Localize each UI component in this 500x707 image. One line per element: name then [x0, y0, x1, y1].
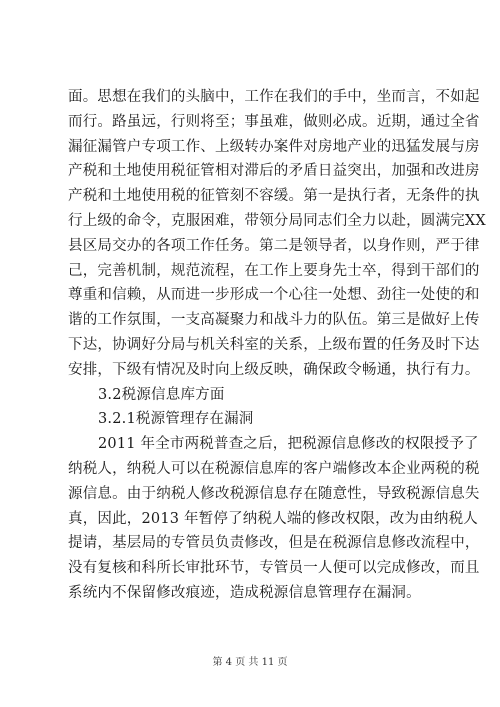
text-line: 2011 年全市两税普查之后，把税源信息修改的权限授予了: [98, 436, 479, 453]
text-line: 系统内不保留修改痕迹，造成税源信息管理存在漏洞。: [68, 584, 421, 601]
text-line: 己，完善机制，规范流程，在工作上要身先士卒，得到干部们的: [68, 262, 480, 279]
text-line: 安排，下级有情况及时向上级反映，确保政令畅通，执行有力。: [68, 361, 480, 378]
text-line: 没有复核和科所长审批环节，专管员一人便可以完成修改，而且: [68, 560, 480, 577]
paragraph-1: [68, 85, 486, 383]
section-heading: 3.2税源信息库方面: [98, 386, 225, 403]
paragraph-2: [68, 432, 480, 606]
text-line: 谐的工作氛围，一支高凝聚力和战斗力的队伍。第三是做好上传: [68, 312, 480, 329]
text-line: 产税和土地使用税的征管刻不容缓。第一是执行者，无条件的执: [68, 188, 480, 205]
text-line: 纳税人，纳税人可以在税源信息库的客户端修改本企业两税的税: [68, 460, 480, 477]
text-line: 而行。路虽远，行则将至；事虽难，做则必成。近期，通过全省: [68, 113, 480, 130]
text-line: 下达，协调好分局与机关科室的关系，上级布置的任务及时下达: [68, 336, 480, 353]
text-line: 提请，基层局的专管员负责修改，但是在税源信息修改流程中，: [68, 535, 480, 552]
text-line: 源信息。由于纳税人修改税源信息存在随意性，导致税源信息失: [68, 485, 480, 502]
text-line: 漏征漏管户专项工作、上级转办案件对房地产业的迅猛发展与房: [68, 138, 480, 155]
body-text: [68, 85, 486, 606]
text-line: 真，因此，2013 年暂停了纳税人端的修改权限，改为由纳税人: [68, 510, 479, 527]
text-line: 尊重和信赖，从而进一步形成一个心往一处想、劲往一处使的和: [68, 287, 480, 304]
subsection-heading: 3.2.1税源管理存在漏洞: [98, 411, 254, 428]
page-footer: 第 4 页 共 11 页: [212, 657, 288, 668]
text-line: 面。思想在我们的头脑中，工作在我们的手中，坐而言，不如起: [68, 89, 480, 105]
text-line: 产税和土地使用税征管相对滞后的矛盾日益突出，加强和改进房: [68, 163, 480, 180]
text-line: 县区局交办的各项工作任务。第二是领导者，以身作则，严于律: [68, 237, 480, 254]
text-line: 行上级的命令，克服困难，带领分局同志们全力以赴，圆满完XX: [68, 212, 486, 229]
